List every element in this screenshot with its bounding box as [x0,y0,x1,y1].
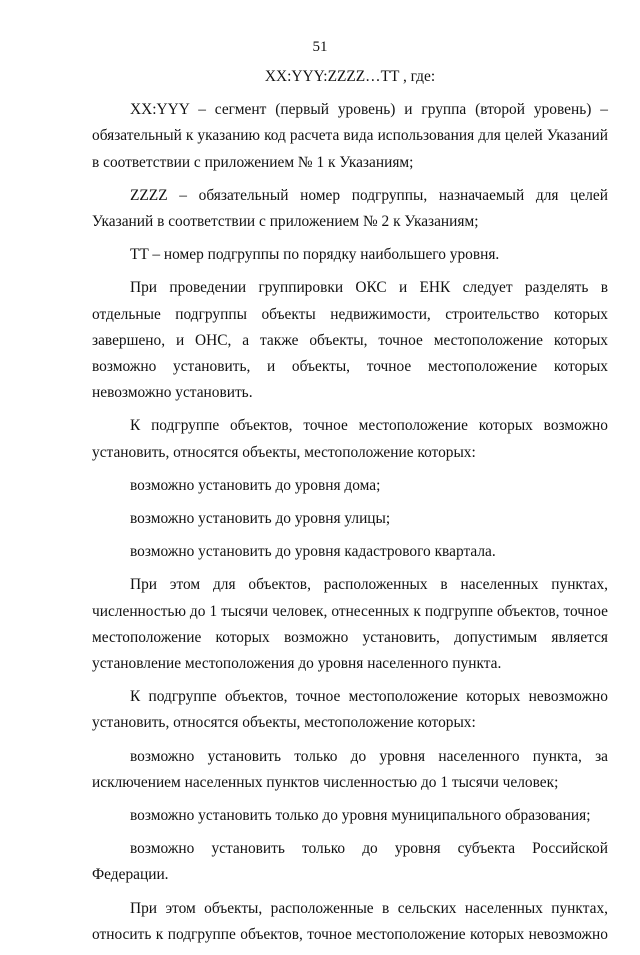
page-number: 51 [312,39,328,55]
list-item-subject-level: возможно установить только до уровня субъекта Российской Федерации. [92,840,608,884]
list-item-municipal-level: возможно установить только до уровня муниципального образования; [130,807,591,825]
paragraph-unknown-location: К подгруппе объектов, точное местоположение которых невозможно установить, относятся объекты, местоположение которых: [92,688,608,732]
paragraph-grouping-rule: При проведении группировки ОКС и ЕНК следует разделять в отдельные подгруппы объекты недвижимости, строительство которых завершено, и ОНС, а также объекты, точное местоположение которых возможно установить, и объекты, точное местоположение которых невозможно установить. [92,279,608,402]
list-item-street-level: возможно установить до уровня улицы; [130,510,391,528]
formula-line: XX:YYY:ZZZZ…TT , где: [264,68,436,85]
paragraph-known-location: К подгруппе объектов, точное местоположение которых возможно установить, относятся объекты, местоположение которых: [92,417,608,461]
paragraph-segment-group: XX:YYY – сегмент (первый уровень) и группа (второй уровень) – обязательный к указанию код расчета вида использования для целей Указаний в соответствии с приложением № 1 к Указаниям; [92,101,608,171]
paragraph-rural-settlements: При этом объекты, расположенные в сельских населенных пунктах, относить к подгруппе объектов, точное местоположение которых невозможно [92,899,608,943]
document-body [92,64,608,955]
list-item-settlement-level: возможно установить только до уровня населенного пункта, за исключением населенных пунктов численностью до 1 тысячи человек; [92,747,608,791]
paragraph-tt: TT – номер подгруппы по порядку наибольшего уровня. [130,246,500,264]
list-item-house-level: возможно установить до уровня дома; [130,476,381,494]
paragraph-small-settlements: При этом для объектов, расположенных в населенных пунктах, численностью до 1 тысячи человек, отнесенных к подгруппе объектов, точное местоположение которых возможно установить, допустимым является установление местоположения до уровня населенного пункта. [92,576,608,673]
list-item-cadastral-level: возможно установить до уровня кадастрового квартала. [130,543,496,561]
paragraph-subgroup-number: ZZZZ – обязательный номер подгруппы, назначаемый для целей Указаний в соответствии с приложением № 2 к Указаниям; [92,186,608,231]
